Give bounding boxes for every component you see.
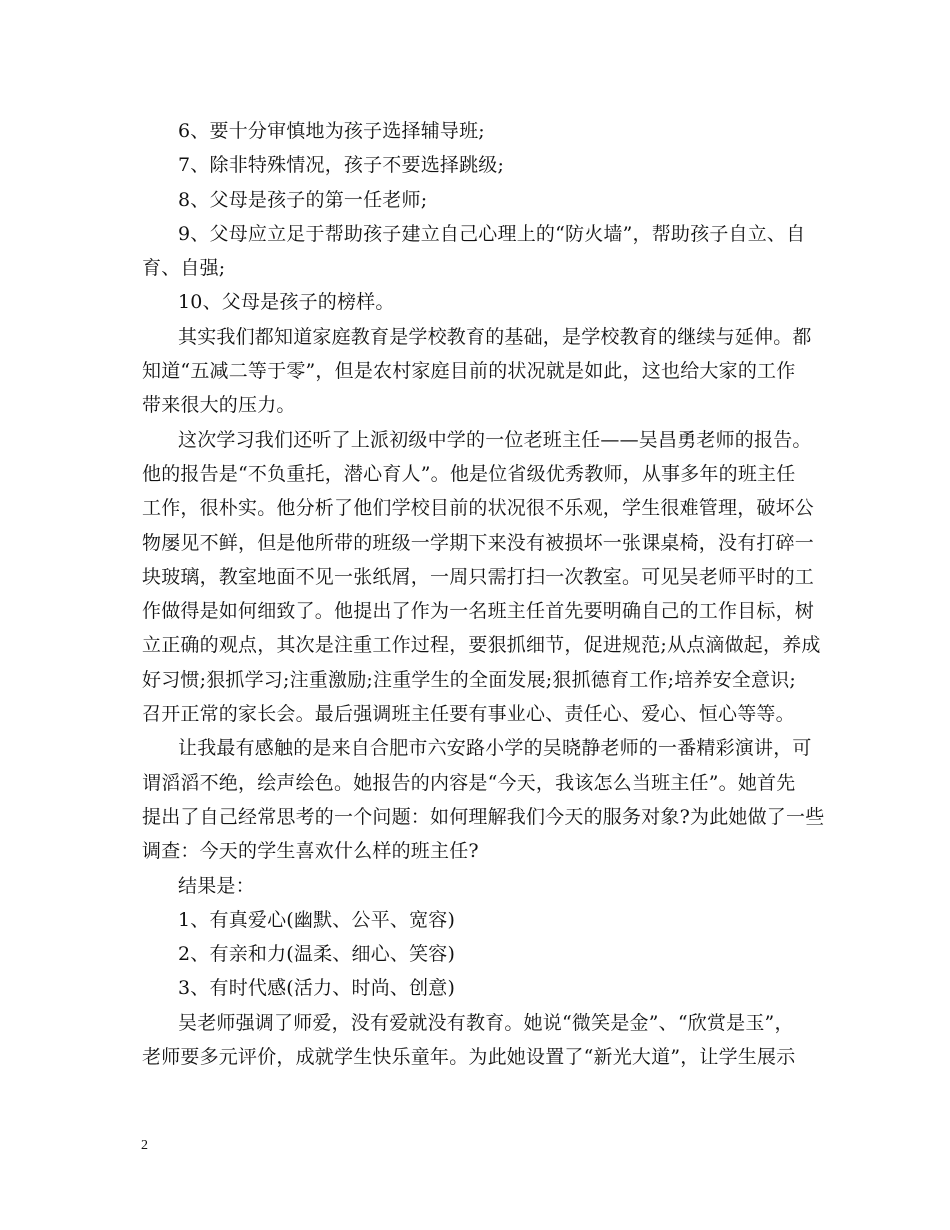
paragraph-line: 结果是： [178, 874, 255, 897]
paragraph-line: 作做得是如何细致了。他提出了作为一名班主任首先要明确自己的工作目标，树 [142, 600, 815, 623]
paragraph-line: 吴老师强调了师爱，没有爱就没有教育。她说“微笑是金”、“欣赏是玉”， [178, 1011, 794, 1034]
paragraph-line: 10、父母是孩子的榜样。 [178, 291, 395, 314]
paragraph-line: 谓滔滔不绝，绘声绘色。她报告的内容是“今天，我该怎么当班主任”。她首先 [142, 771, 796, 794]
paragraph-line: 7、除非特殊情况，孩子不要选择跳级; [178, 154, 505, 177]
paragraph-line: 他的报告是“不负重托，潜心育人”。他是位省级优秀教师，从事多年的班主任 [142, 462, 796, 485]
document-body [142, 114, 825, 1074]
paragraph-line: 8、父母是孩子的第一任老师; [178, 188, 428, 211]
list-item: 3、有时代感(活力、时尚、创意) [178, 977, 456, 1000]
paragraph-line: 这次学习我们还听了上派初级中学的一位老班主任——吴昌勇老师的报告。 [178, 428, 812, 451]
paragraph-line: 育、自强; [142, 257, 226, 280]
paragraph-line: 6、要十分审慎地为孩子选择辅导班; [178, 120, 485, 142]
paragraph-line: 提出了自己经常思考的一个问题：如何理解我们今天的服务对象?为此她做了一些 [142, 805, 825, 828]
paragraph-line: 块玻璃，教室地面不见一张纸屑，一周只需打扫一次教室。可见吴老师平时的工 [142, 565, 815, 588]
paragraph-line: 调查：今天的学生喜欢什么样的班主任? [142, 840, 479, 863]
paragraph-line: 立正确的观点，其次是注重工作过程，要狠抓细节，促进规范;从点滴做起，养成 [142, 634, 821, 657]
paragraph-line: 好习惯;狠抓学习;注重激励;注重学生的全面发展;狠抓德育工作;培养安全意识; [142, 668, 797, 691]
paragraph-line: 物屡见不鲜，但是他所带的班级一学期下来没有被损坏一张课桌椅，没有打碎一 [142, 531, 815, 554]
paragraph-line: 工作，很朴实。他分析了他们学校目前的状况很不乐观，学生很难管理，破坏公 [142, 497, 815, 520]
paragraph-line: 召开正常的家长会。最后强调班主任要有事业心、责任心、爱心、恒心等等。 [142, 703, 795, 726]
paragraph-line: 老师要多元评价，成就学生快乐童年。为此她设置了“新光大道”，让学生展示 [142, 1046, 796, 1069]
paragraph-line: 让我最有感触的是来自合肥市六安路小学的吴晓静老师的一番精彩演讲，可 [178, 737, 812, 760]
paragraph-line: 其实我们都知道家庭教育是学校教育的基础，是学校教育的继续与延伸。都 [178, 325, 812, 348]
paragraph-line: 带来很大的压力。 [142, 394, 296, 417]
paragraph-line: 知道“五减二等于零”，但是农村家庭目前的状况就是如此，这也给大家的工作 [142, 360, 796, 383]
page-number: 2 [141, 1138, 148, 1153]
list-item: 2、有亲和力(温柔、细心、笑容) [178, 943, 456, 966]
list-item: 1、有真爱心(幽默、公平、宽容) [178, 908, 456, 931]
paragraph-line: 9、父母应立足于帮助孩子建立自己心理上的“防火墙”，帮助孩子自立、自 [178, 222, 806, 245]
